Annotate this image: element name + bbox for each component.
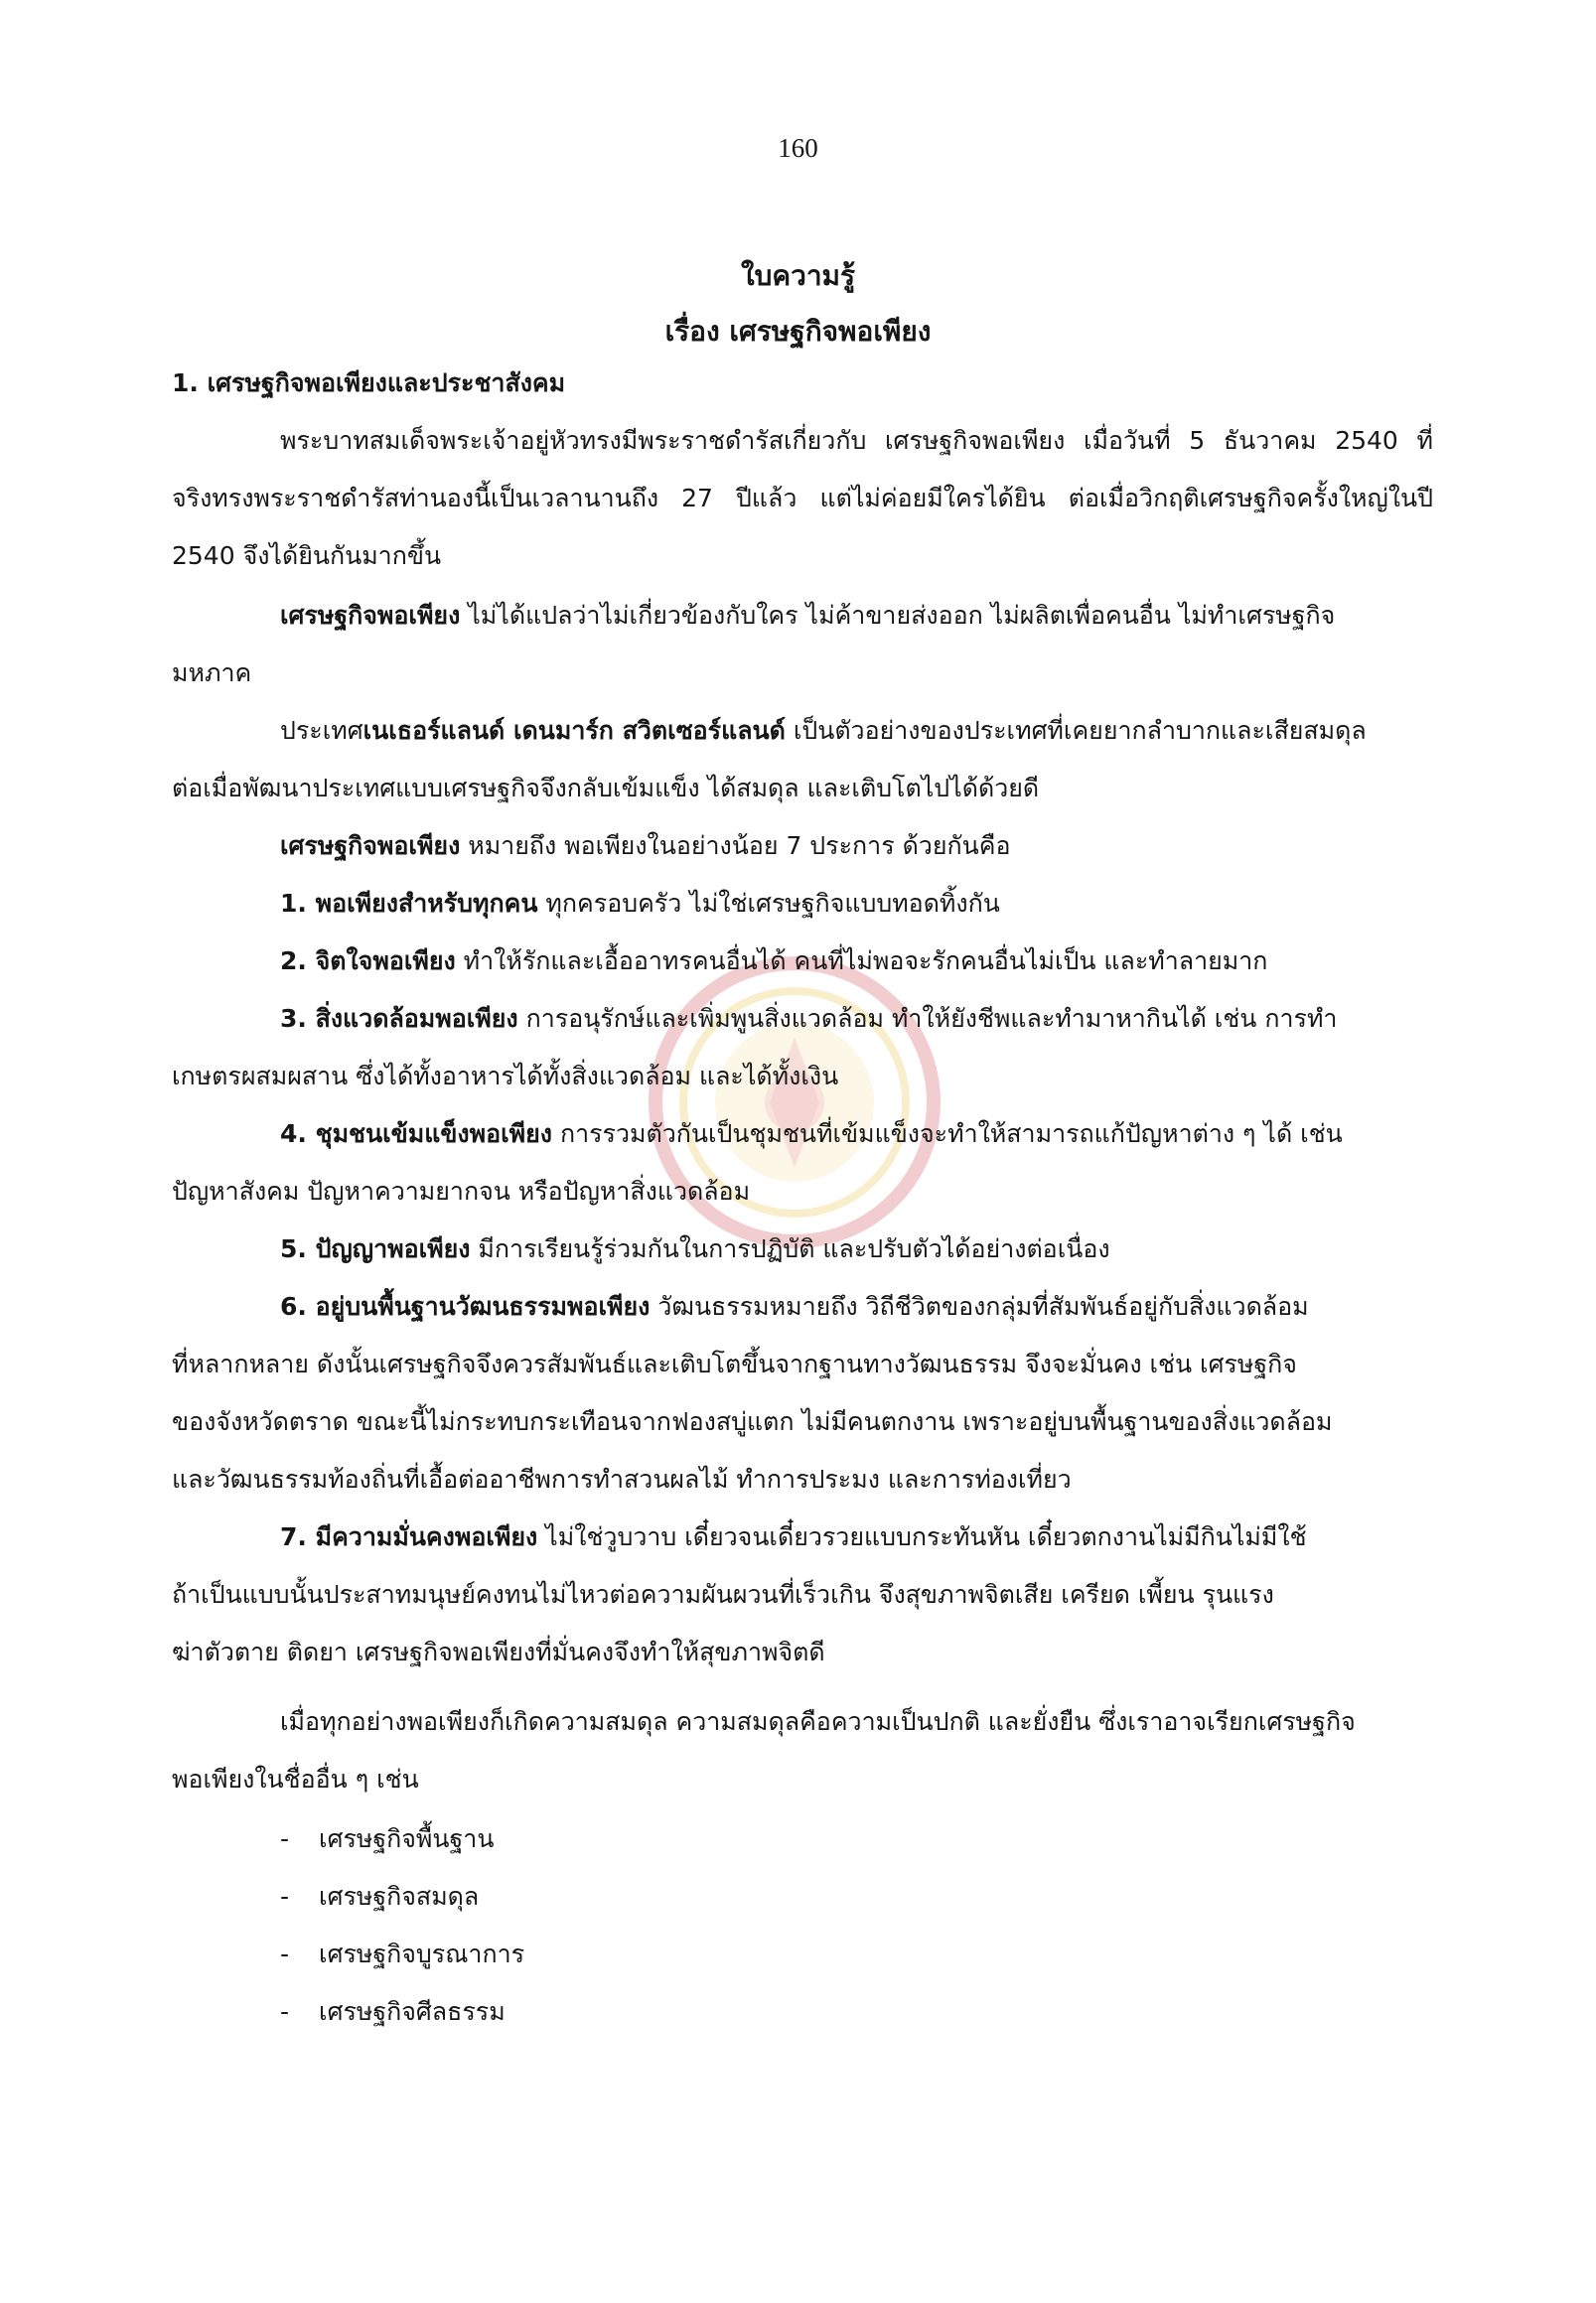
bold-term: เศรษฐกิจพอเพียง <box>280 601 461 630</box>
list-item <box>280 1519 1307 1555</box>
paragraph-text: เป็นตัวอย่างของประเทศที่เคยยากลำบากและเสียสมดุล <box>785 716 1367 745</box>
list-item <box>280 886 1000 922</box>
list-item <box>280 1231 1110 1267</box>
item-text: ไม่ใช่วูบวาบ เดี๋ยวจนเดี๋ยวรวยแบบกระทันหัน เดี๋ยวตกงานไม่มีกินไม่มีใช้ <box>537 1522 1307 1551</box>
item-heading: 7. มีความมั่นคงพอเพียง <box>280 1522 538 1551</box>
paragraph-line: จริงทรงพระราชดำรัสท่านองนี้เป็นเวลานานถึง 27 ปีแล้ว แต่ไม่ค่อยมีใครได้ยิน ต่อเมื่อวิกฤติเศรษฐกิจครั้งใหญ่ในปี <box>172 484 1433 512</box>
dash-item-text: เศรษฐกิจบูรณาการ <box>319 1940 525 1968</box>
paragraph-line <box>280 713 1367 749</box>
page-subtitle: เรื่อง เศรษฐกิจพอเพียง <box>664 315 932 348</box>
page-number: 160 <box>778 133 818 163</box>
item-text: ทุกครอบครัว ไม่ใช่เศรษฐกิจแบบทอดทิ้งกัน <box>537 889 1000 918</box>
dash-bullet: - <box>280 1882 290 1911</box>
paragraph-text: หมายถึง พอเพียงในอย่างน้อย 7 ประการ ด้วยกันคือ <box>460 831 1011 860</box>
dash-item-text: เศรษฐกิจศีลธรรม <box>319 1997 506 2026</box>
paragraph-text: ไม่ได้แปลว่าไม่เกี่ยวข้องกับใคร ไม่ค้าขายส่งออก ไม่ผลิตเพื่อคนอื่น ไม่ทำเศรษฐกิจ <box>460 601 1336 630</box>
dash-item-text: เศรษฐกิจสมดุล <box>319 1882 480 1911</box>
list-item-continuation: ที่หลากหลาย ดังนั้นเศรษฐกิจจึงควรสัมพันธ์และเติบโตขึ้นจากฐานทางวัฒนธรรม จึงจะมั่นคง เช่น เศรษฐกิจ <box>172 1350 1297 1378</box>
paragraph-line <box>280 598 1335 634</box>
item-heading: 1. พอเพียงสำหรับทุกคน <box>280 889 538 918</box>
dash-item-text: เศรษฐกิจพื้นฐาน <box>319 1824 495 1853</box>
list-item-continuation: เกษตรผสมผสาน ซึ่งได้ทั้งอาหารได้ทั้งสิ่งแวดล้อม และได้ทั้งเงิน <box>172 1062 839 1090</box>
item-text: วัฒนธรรมหมายถึง วิถีชีวิตของกลุ่มที่สัมพันธ์อยู่กับสิ่งแวดล้อม <box>650 1292 1309 1321</box>
bold-term: เนเธอร์แลนด์ เดนมาร์ก สวิตเซอร์แลนด์ <box>363 716 786 745</box>
paragraph-line: เมื่อทุกอย่างพอเพียงก็เกิดความสมดุล ความสมดุลคือความเป็นปกติ และยั่งยืน ซึ่งเราอาจเรียกเศรษฐกิจ <box>280 1707 1356 1736</box>
item-heading: 6. อยู่บนพื้นฐานวัฒนธรรมพอเพียง <box>280 1292 651 1321</box>
dash-bullet: - <box>280 1940 290 1968</box>
paragraph-line: 2540 จึงได้ยินกันมากขึ้น <box>172 541 442 570</box>
item-text: มีการเรียนรู้ร่วมกันในการปฏิบัติ และปรับตัวได้อย่างต่อเนื่อง <box>470 1234 1110 1263</box>
paragraph-text: ประเทศ <box>280 716 363 745</box>
paragraph-line: มหภาค <box>172 658 252 687</box>
item-heading: 3. สิ่งแวดล้อมพอเพียง <box>280 1004 518 1033</box>
dash-bullet: - <box>280 1997 290 2026</box>
list-item <box>280 1289 1309 1325</box>
item-text: ทำให้รักและเอื้ออาทรคนอื่นได้ คนที่ไม่พอจะรักคนอื่นไม่เป็น และทำลายมาก <box>455 946 1268 975</box>
list-item-continuation: ฆ่าตัวตาย ติดยา เศรษฐกิจพอเพียงที่มั่นคงจึงทำให้สุขภาพจิตดี <box>172 1638 825 1666</box>
item-heading: 2. จิตใจพอเพียง <box>280 946 456 975</box>
list-item <box>280 1001 1337 1037</box>
list-item <box>280 943 1267 979</box>
dash-list-item <box>280 1821 494 1857</box>
list-item-continuation: ของจังหวัดตราด ขณะนี้ไม่กระทบกระเทือนจากฟองสบู่แตก ไม่มีคนตกงาน เพราะอยู่บนพื้นฐานของสิ่งแวดล้อม <box>172 1407 1333 1436</box>
dash-list-item <box>280 1879 479 1915</box>
item-heading: 5. ปัญญาพอเพียง <box>280 1234 471 1263</box>
paragraph-line: พระบาทสมเด็จพระเจ้าอยู่หัวทรงมีพระราชดำรัสเกี่ยวกับ เศรษฐกิจพอเพียง เมื่อวันที่ 5 ธันวาคม 2540 ที่ <box>280 426 1433 455</box>
dash-bullet: - <box>280 1824 290 1853</box>
paragraph-line: พอเพียงในชื่ออื่น ๆ เช่น <box>172 1765 419 1794</box>
paragraph-line: ต่อเมื่อพัฒนาประเทศแบบเศรษฐกิจจึงกลับเข้มแข็ง ได้สมดุล และเติบโตไปได้ด้วยดี <box>172 774 1040 802</box>
list-item-continuation: ถ้าเป็นแบบนั้นประสาทมนุษย์คงทนไม่ไหวต่อความผันผวนที่เร็วเกิน จึงสุขภาพจิตเสีย เครียด เพี้ยน รุนแรง <box>172 1580 1274 1609</box>
item-text: การอนุรักษ์และเพิ่มพูนสิ่งแวดล้อม ทำให้ยังชีพและทำมาหากินได้ เช่น การทำ <box>517 1004 1338 1033</box>
dash-list-item <box>280 1937 524 1972</box>
bold-term: เศรษฐกิจพอเพียง <box>280 831 461 860</box>
section-heading: 1. เศรษฐกิจพอเพียงและประชาสังคม <box>172 368 566 397</box>
paragraph-line <box>280 828 1010 864</box>
list-item-continuation: และวัฒนธรรมท้องถิ่นที่เอื้อต่ออาชีพการทำสวนผลไม้ ทำการประมง และการท่องเที่ยว <box>172 1465 1072 1494</box>
list-item <box>280 1116 1343 1152</box>
item-text: การรวมตัวกันเป็นชุมชนที่เข้มแข็งจะทำให้สามารถแก้ปัญหาต่าง ๆ ได้ เช่น <box>552 1119 1343 1148</box>
item-heading: 4. ชุมชนเข้มแข็งพอเพียง <box>280 1119 552 1148</box>
page-title: ใบความรู้ <box>740 259 856 292</box>
dash-list-item <box>280 1994 506 2030</box>
list-item-continuation: ปัญหาสังคม ปัญหาความยากจน หรือปัญหาสิ่งแวดล้อม <box>172 1177 751 1206</box>
